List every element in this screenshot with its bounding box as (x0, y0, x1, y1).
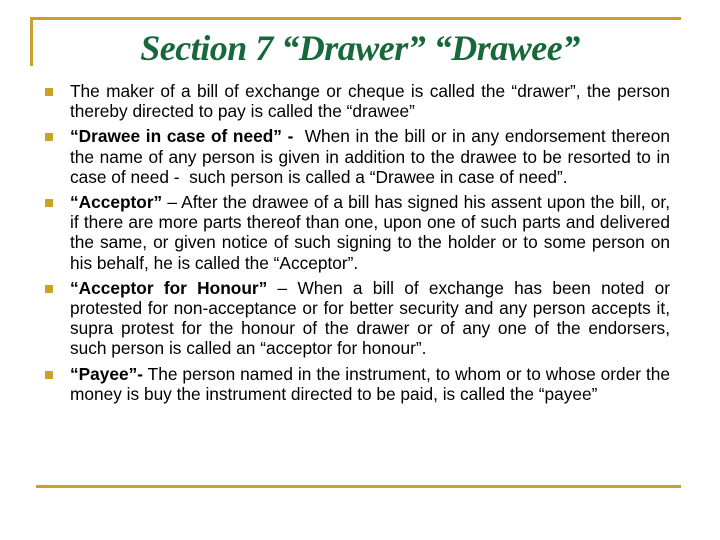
bullet-text: – When a bill of exchange has been noted or protested for non-acceptance or for better security and any person accepts it, supra protest for the honour of the drawer or of any one of the endorsers, such person is called an “acceptor for honour”. (70, 277, 670, 359)
bullet-text: The maker of a bill of exchange or cheque is called the “drawer”, the person thereby directed to pay is called the “drawee” (70, 81, 670, 122)
bullet-item (70, 81, 670, 121)
bullet-term: “Acceptor” (70, 192, 163, 213)
bullet-item (70, 126, 675, 187)
bullet-list (70, 81, 675, 409)
bullet-text: When in the bill or in any endorsement thereon the name of any person is given in addition to the drawee to be resorted to in case of need - such person is called a “Drawee in case of need”. (70, 126, 675, 187)
bullet-item (70, 192, 670, 273)
square-bullet-icon (45, 371, 53, 379)
bottom-rule (36, 485, 681, 488)
bullet-item (70, 278, 670, 359)
bullet-item (70, 364, 670, 404)
bullet-term: “Payee”- (70, 363, 144, 384)
square-bullet-icon (45, 133, 53, 141)
bullet-term: “Drawee in case of need” - (70, 126, 294, 147)
bullet-term: “Acceptor for Honour” (70, 277, 268, 298)
top-rule (30, 17, 681, 20)
slide-title: Section 7 “Drawer” “Drawee” (140, 28, 580, 68)
square-bullet-icon (45, 199, 53, 207)
bullet-text: – After the drawee of a bill has signed his assent upon the bill, or, if there are more parts thereof than one, upon one of such parts and delivered the same, or given notice of such signing to the holder or to some person on his behalf, he is called the “Acceptor”. (70, 192, 670, 273)
bullet-text: The person named in the instrument, to whom or to whose order the money is buy the instrument directed to be paid, is called the “payee” (70, 363, 670, 404)
square-bullet-icon (45, 88, 53, 96)
square-bullet-icon (45, 285, 53, 293)
